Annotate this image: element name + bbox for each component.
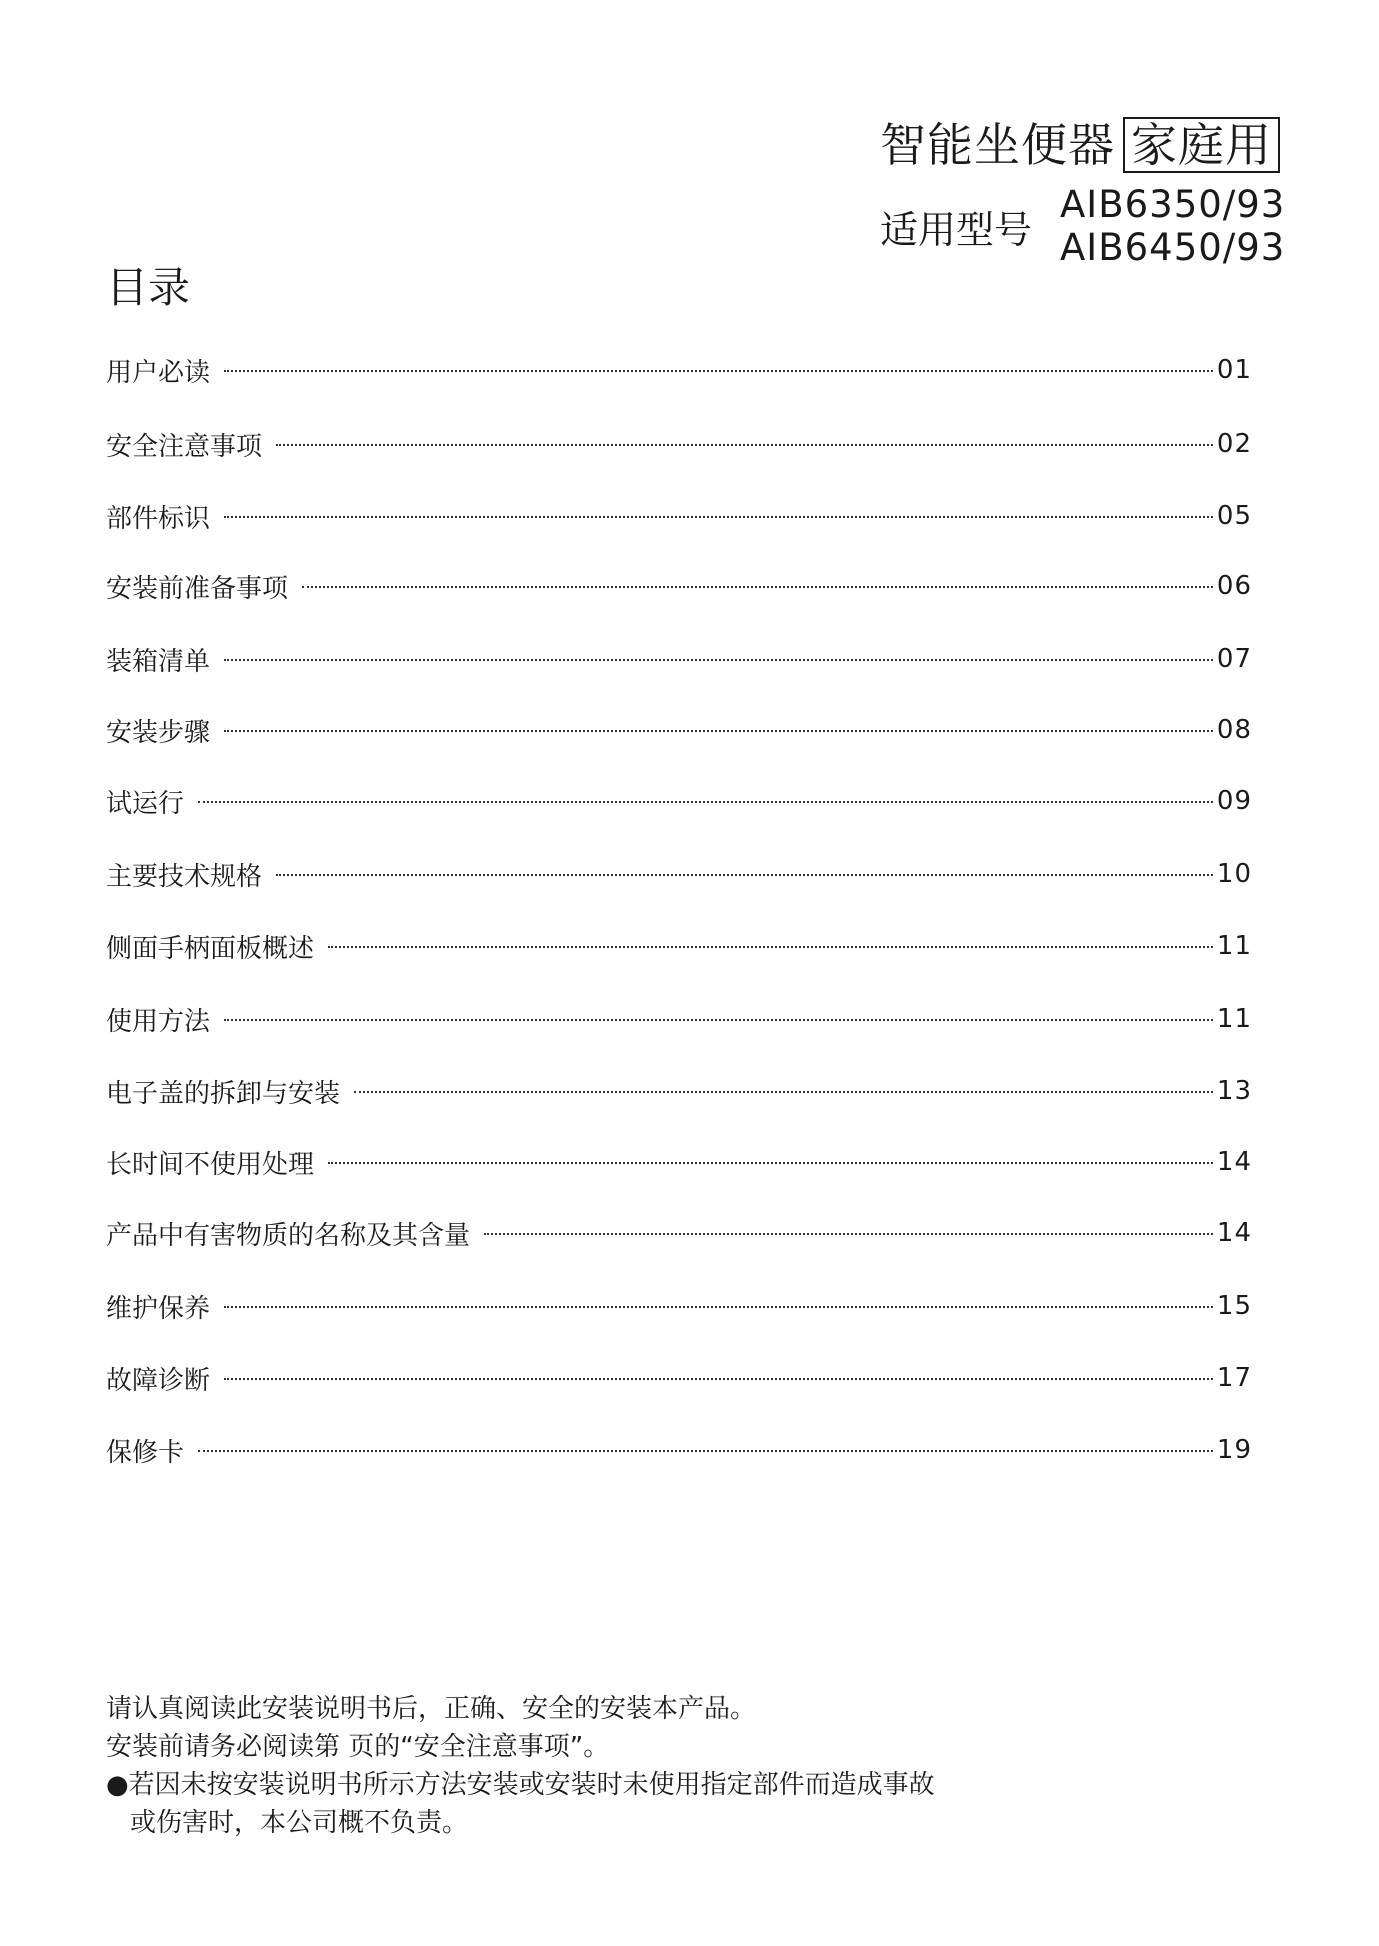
model-list (1060, 183, 1285, 269)
toc-leader-dots (224, 1306, 1213, 1308)
note-line: 请认真阅读此安装说明书后，正确、安全的安装本产品。 (106, 1694, 757, 1724)
toc-entry-label: 安全注意事项 (106, 431, 263, 462)
toc-entry-page: 17 (1216, 1363, 1252, 1393)
note-line: ●若因未按安装说明书所示方法安装或安装时未使用指定部件而造成事故 (106, 1770, 935, 1800)
toc-entry[interactable] (106, 425, 1252, 463)
toc-leader-dots (224, 1019, 1213, 1021)
toc-leader-dots (224, 730, 1213, 732)
model-label: 适用型号 (880, 208, 1033, 252)
toc-entry[interactable] (106, 1000, 1252, 1038)
toc-entry-page: 11 (1216, 931, 1252, 961)
toc-entry-label: 长时间不使用处理 (106, 1149, 315, 1180)
toc-entry-label: 使用方法 (106, 1006, 211, 1037)
toc-leader-dots (302, 586, 1213, 588)
toc-entry-page: 11 (1216, 1004, 1252, 1034)
product-title (880, 115, 1280, 175)
model-number: AIB6350/93 (1060, 183, 1286, 226)
toc-leader-dots (484, 1233, 1213, 1235)
toc-leader-dots (198, 1450, 1213, 1452)
toc-entry-page: 06 (1216, 571, 1252, 601)
toc-entry-label: 电子盖的拆卸与安装 (106, 1078, 341, 1109)
toc-entry[interactable] (106, 351, 1252, 389)
toc-entry-label: 维护保养 (106, 1293, 211, 1324)
toc-entry-label: 保修卡 (106, 1437, 185, 1468)
toc-entry-page: 07 (1216, 644, 1252, 674)
toc-entry-page: 02 (1216, 429, 1252, 459)
model-number: AIB6450/93 (1060, 226, 1286, 269)
toc-entry[interactable] (106, 782, 1252, 820)
toc-leader-dots (354, 1091, 1213, 1093)
toc-entry-label: 安装前准备事项 (106, 573, 289, 604)
toc-leader-dots (198, 801, 1213, 803)
toc-leader-dots (224, 370, 1213, 372)
toc-leader-dots (224, 1378, 1213, 1380)
toc-entry-label: 侧面手柄面板概述 (106, 933, 315, 964)
toc-leader-dots (224, 516, 1213, 518)
toc-leader-dots (224, 659, 1213, 661)
toc-entry-page: 14 (1216, 1218, 1252, 1248)
toc-entry-label: 安装步骤 (106, 717, 211, 748)
toc-entry[interactable] (106, 640, 1252, 678)
toc-entry-label: 故障诊断 (106, 1365, 211, 1396)
toc-entry-page: 09 (1216, 786, 1252, 816)
toc-entry[interactable] (106, 1431, 1252, 1469)
note-line: 安装前请务必阅读第 页的“安全注意事项”。 (106, 1732, 610, 1762)
toc-entry-page: 19 (1216, 1435, 1252, 1465)
toc-entry-page: 14 (1216, 1147, 1252, 1177)
toc-entry-label: 装箱清单 (106, 646, 211, 677)
toc-leader-dots (328, 946, 1213, 948)
toc-entry-label: 试运行 (106, 788, 185, 819)
note-line: 或伤害时，本公司概不负责。 (130, 1808, 469, 1838)
toc-entry-label: 部件标识 (106, 503, 211, 534)
toc-entry[interactable] (106, 1359, 1252, 1397)
toc-entry-label: 用户必读 (106, 357, 211, 388)
toc-entry-page: 10 (1216, 859, 1252, 889)
toc-entry[interactable] (106, 711, 1252, 749)
toc-entry-page: 05 (1216, 501, 1252, 531)
toc-entry-label: 主要技术规格 (106, 861, 263, 892)
toc-entry[interactable] (106, 1143, 1252, 1181)
toc-entry[interactable] (106, 855, 1252, 893)
toc-entry[interactable] (106, 1072, 1252, 1110)
toc-entry-page: 13 (1216, 1076, 1252, 1106)
toc-entry-page: 01 (1216, 355, 1252, 385)
toc-entry[interactable] (106, 1214, 1252, 1252)
product-category-badge: 家庭用 (1123, 117, 1280, 173)
toc-entry-page: 08 (1216, 715, 1252, 745)
reading-notes (106, 1690, 935, 1842)
toc-entry[interactable] (106, 567, 1252, 605)
toc-leader-dots (328, 1162, 1213, 1164)
toc-entry-page: 15 (1216, 1291, 1252, 1321)
toc-entry[interactable] (106, 497, 1252, 535)
toc-entry[interactable] (106, 927, 1252, 965)
toc-leader-dots (276, 874, 1213, 876)
toc-entry[interactable] (106, 1287, 1252, 1325)
product-name: 智能坐便器 (880, 118, 1115, 172)
toc-leader-dots (276, 444, 1213, 446)
toc-entry-label: 产品中有害物质的名称及其含量 (106, 1220, 471, 1251)
toc-heading: 目录 (106, 263, 191, 312)
